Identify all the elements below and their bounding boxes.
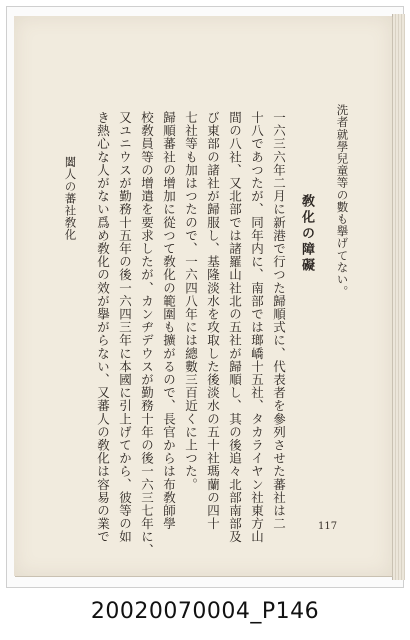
page-stack-edge bbox=[392, 14, 405, 580]
text-columns bbox=[14, 16, 392, 576]
book-page bbox=[14, 16, 392, 576]
text-column: 七社等も加はつたので、一六四八年には總數三百近くに上つた。 bbox=[183, 111, 199, 491]
text-column: き熱心な人がない爲め敎化の效が擧がらない、又蕃人の敎化は容易の業で bbox=[95, 111, 111, 544]
text-column: 又ユニウスが勤務十五年の後一六四三年に本國に引上げてから、彼等の如 bbox=[117, 111, 133, 544]
text-column: 十八であつたが、同年内に、南部では瑯嶠十五社、タカライヤン社東方山 bbox=[249, 111, 265, 544]
text-column: 間の八社、又北部では諸羅山社北の五社が歸順し、其の後追々北部南部及 bbox=[227, 111, 243, 544]
section-heading: 敎化の障礙 bbox=[299, 194, 314, 274]
page-number: 117 bbox=[318, 521, 338, 532]
text-column-note: 洗者就學兒童等の數も擧げてない。 bbox=[335, 104, 350, 298]
image-caption: 20020070004_P146 bbox=[90, 599, 320, 624]
text-column: び東部の諸社が歸服し、基隆淡水を攻取した後淡水の五十社瑪蘭の四十 bbox=[205, 111, 221, 531]
text-column: 校敎員等の增遣を要求したが、カンヂデウスが勤務十年の後一六三七年に、 bbox=[139, 111, 155, 557]
text-column: 歸順蕃社の增加に從つて敎化の範圍も擴がるので、長官からは布敎師學 bbox=[161, 111, 177, 531]
text-column: 一六三六年二月に新港で行つた歸順式に、代表者を參列させた蕃社は二 bbox=[271, 111, 287, 531]
running-header: 闔人の蕃社敎化 bbox=[63, 156, 78, 241]
